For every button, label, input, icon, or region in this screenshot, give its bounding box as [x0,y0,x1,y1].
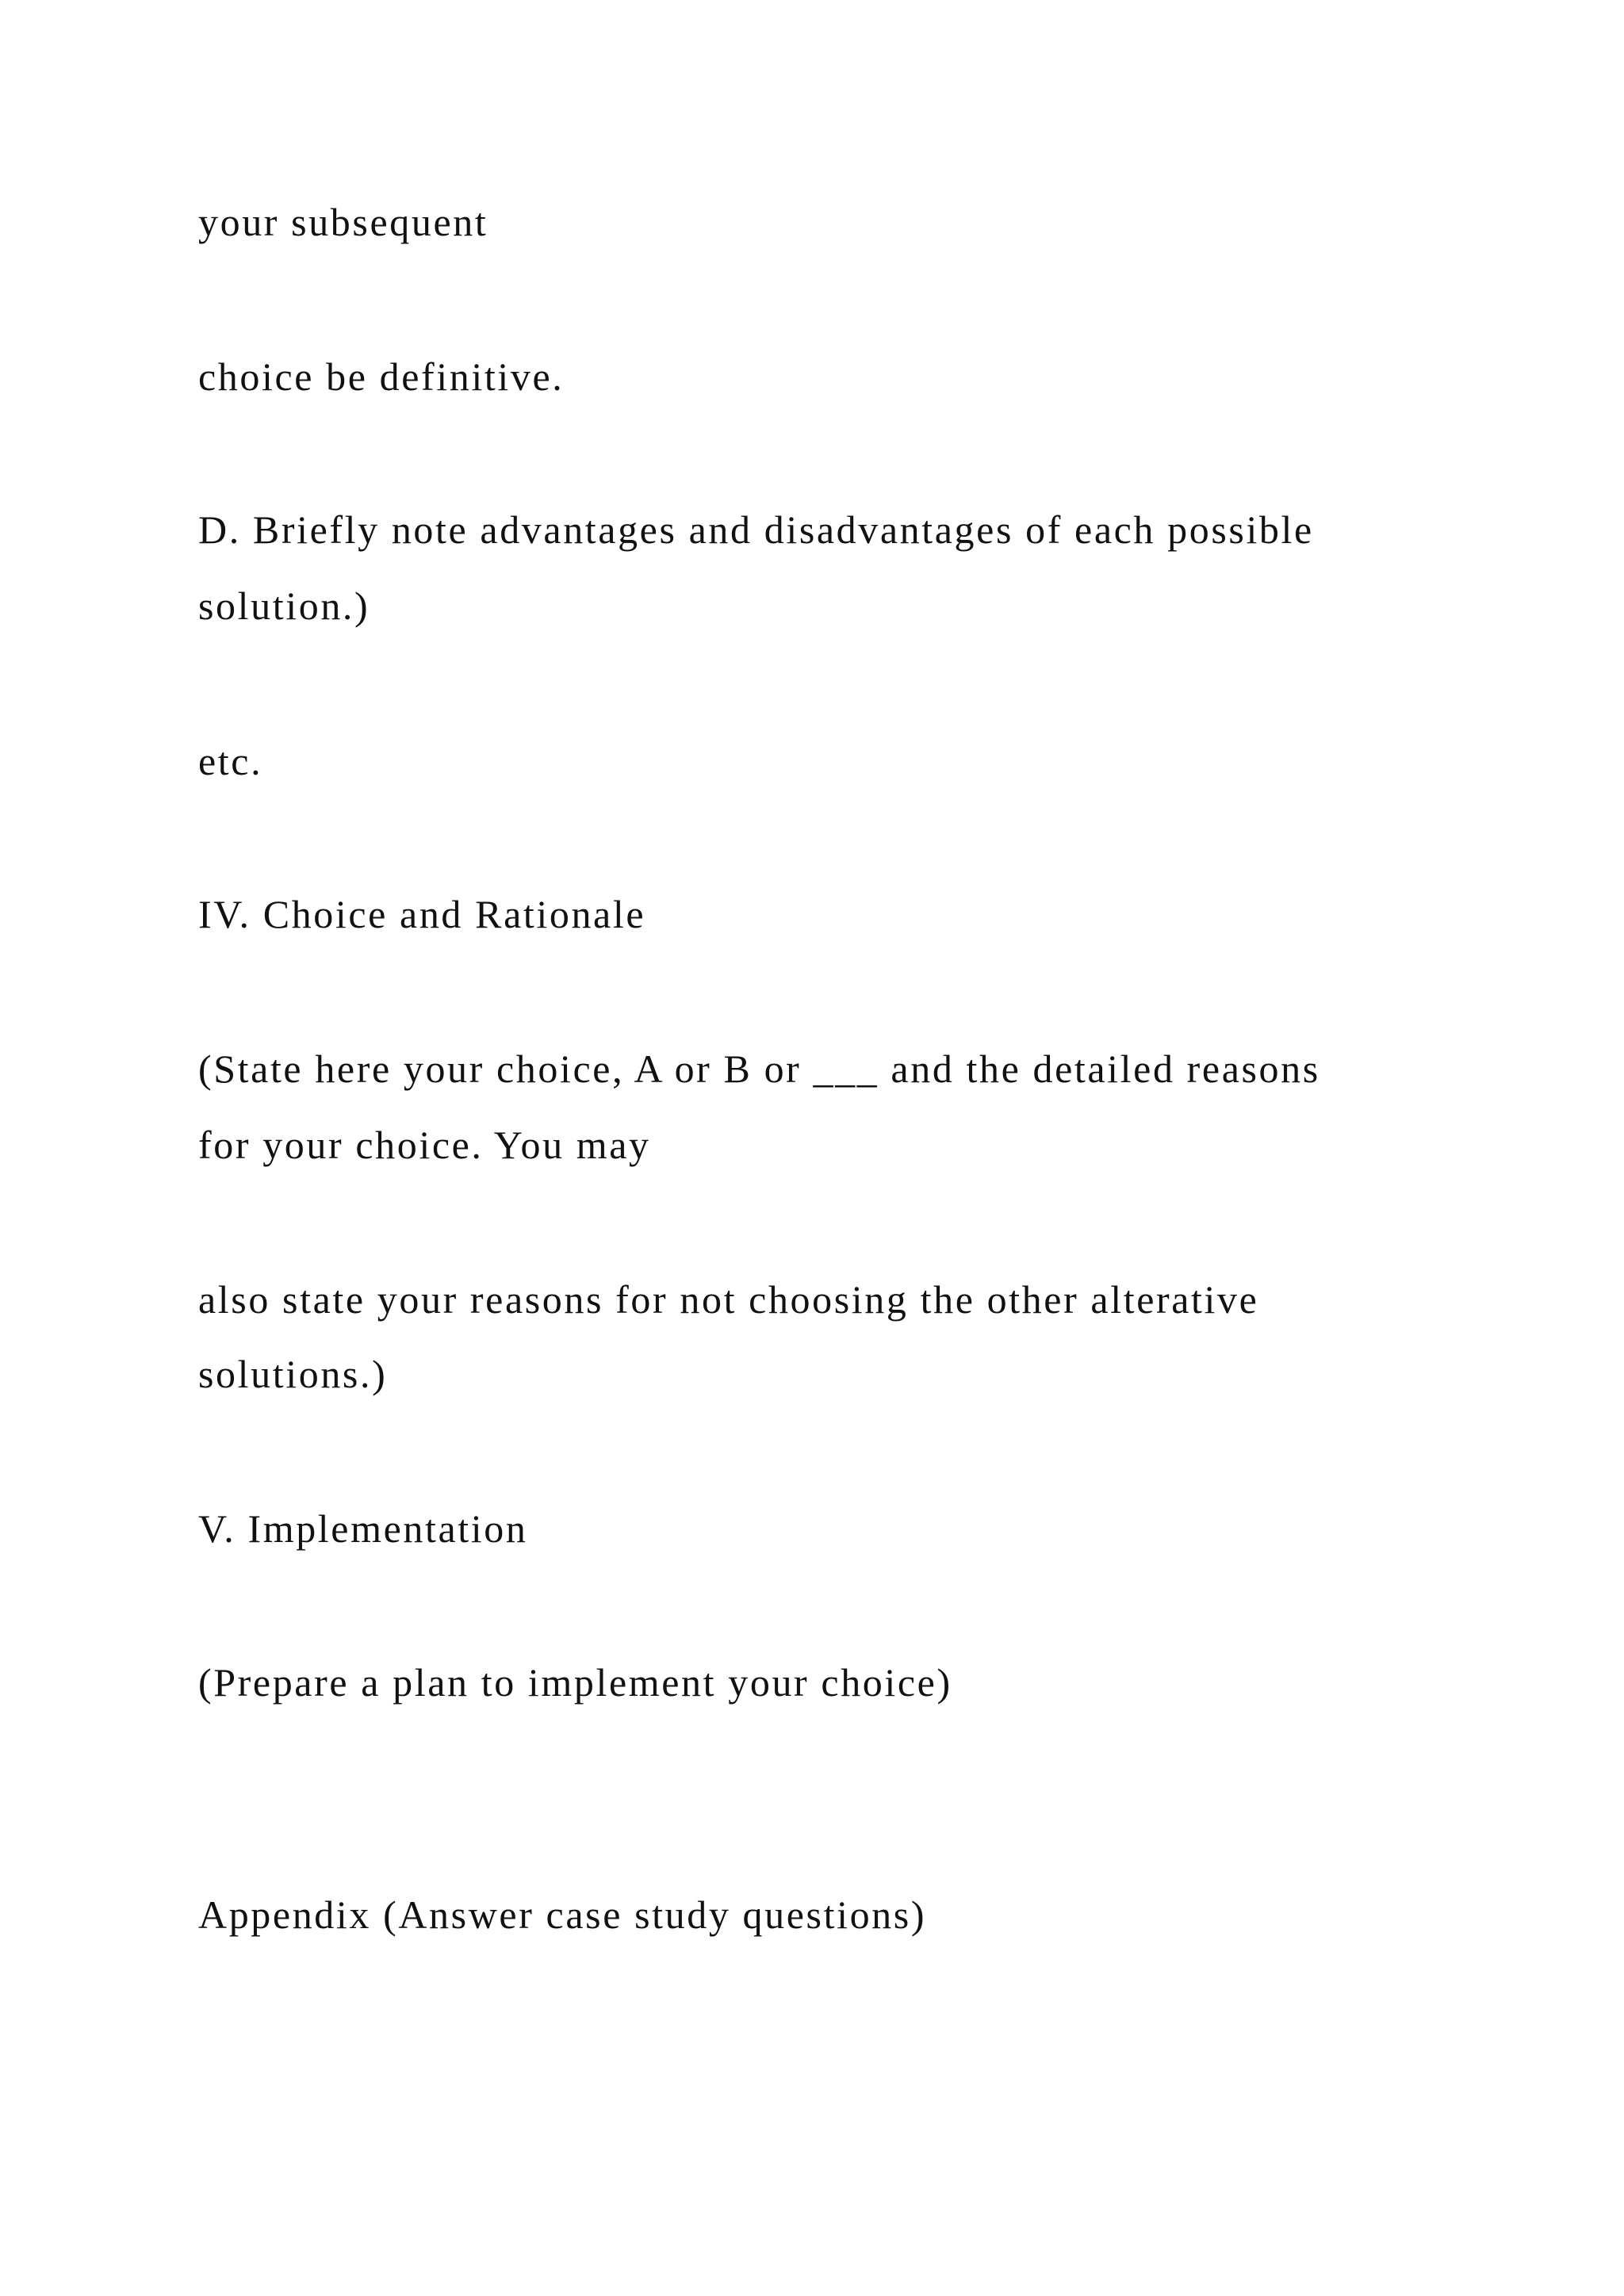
text-line: solutions.) [198,1352,388,1396]
text-line: D. Briefly note advantages and disadvantages of each possible [198,507,1314,552]
appendix-heading: Appendix (Answer case study questions) [198,1892,927,1937]
section-heading: IV. Choice and Rationale [198,892,646,936]
text-line: also state your reasons for not choosing the other alterative [198,1277,1259,1322]
text-line: solution.) [198,584,370,628]
text-line: (Prepare a plan to implement your choice) [198,1660,952,1705]
text-line: your subsequent [198,200,488,244]
section-heading: V. Implementation [198,1506,528,1551]
text-line: (State here your choice, A or B or ___ and the detailed reasons [198,1047,1320,1091]
text-line: for your choice. You may [198,1123,651,1167]
text-line: choice be definitive. [198,354,565,399]
text-line: etc. [198,739,263,783]
